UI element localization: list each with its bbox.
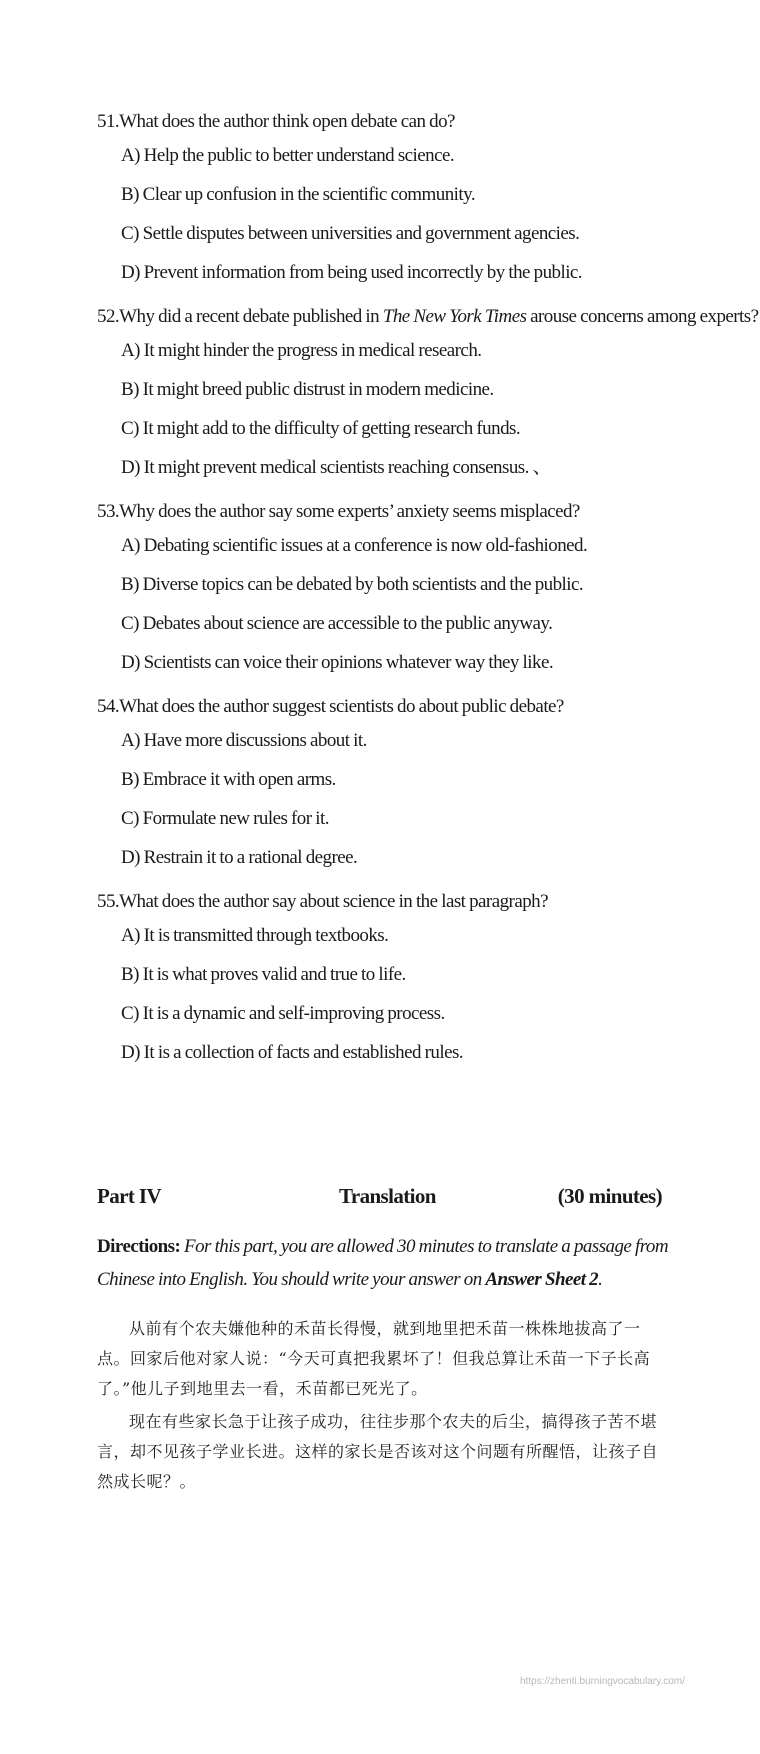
question-55 xyxy=(97,888,697,1072)
question-51 xyxy=(97,108,697,292)
question-text: What does the author think open debate can do? xyxy=(119,111,455,132)
option-list xyxy=(97,916,697,1072)
question-text: What does the author say about science in the last paragraph? xyxy=(119,891,548,912)
option-d: D) Restrain it to a rational degree. xyxy=(121,847,358,868)
question-number: 51. xyxy=(97,111,120,132)
option-d: D) Prevent information from being used incorrectly by the public. xyxy=(121,262,583,283)
question-stem xyxy=(97,693,697,721)
option-d: D) It is a collection of facts and established rules. xyxy=(121,1042,464,1063)
option-c: C) Formulate new rules for it. xyxy=(121,808,329,829)
option-a: A) Debating scientific issues at a conference is now old-fashioned. xyxy=(121,535,588,556)
passage-paragraph-2: 现在有些家长急于让孩子成功，往往步那个农夫的后尘，搞得孩子苦不堪言，却不见孩子学业长进。这样的家长是否该对这个问题有所醒悟，让孩子自然成长呢？。 xyxy=(97,1412,659,1491)
option-a: A) It is transmitted through textbooks. xyxy=(121,925,389,946)
option-d: D) Scientists can voice their opinions whatever way they like. xyxy=(121,652,554,673)
directions-body: For this part, you are allowed 30 minutes to translate a passage from Chinese into English. You should write your answer on xyxy=(97,1236,669,1290)
question-52 xyxy=(97,303,759,487)
directions-end: . xyxy=(598,1269,603,1290)
option-b: B) It is what proves valid and true to life. xyxy=(121,964,406,985)
option-list xyxy=(97,526,697,682)
option-list xyxy=(97,721,697,877)
question-54 xyxy=(97,693,697,877)
option-c: C) It might add to the difficulty of getting research funds. xyxy=(121,418,521,439)
option-b: B) Clear up confusion in the scientific community. xyxy=(121,184,476,205)
question-number: 55. xyxy=(97,891,120,912)
answer-sheet-ref: Answer Sheet 2 xyxy=(485,1269,599,1290)
question-number: 54. xyxy=(97,696,120,717)
option-b: B) It might breed public distrust in modern medicine. xyxy=(121,379,494,400)
question-number: 53. xyxy=(97,501,120,522)
option-b: B) Diverse topics can be debated by both scientists and the public. xyxy=(121,574,584,595)
option-a: A) Help the public to better understand science. xyxy=(121,145,455,166)
question-number: 52. xyxy=(97,306,120,327)
option-list xyxy=(97,136,697,292)
directions-label: Directions: xyxy=(97,1236,181,1257)
part-title: Translation xyxy=(339,1184,436,1208)
question-list xyxy=(97,108,759,1083)
passage-paragraph-1: 从前有个农夫嫌他种的禾苗长得慢，就到地里把禾苗一株株地拔高了一点。回家后他对家人说：“今天可真把我累坏了！但我总算让禾苗一下子长高了。”他儿子到地里去一看，禾苗都已死光了。 xyxy=(97,1319,651,1398)
directions xyxy=(97,1230,687,1296)
part-header xyxy=(97,1184,662,1214)
option-a: A) It might hinder the progress in medical research. xyxy=(121,340,482,361)
option-list xyxy=(97,331,697,487)
question-text: What does the author suggest scientists do about public debate? xyxy=(119,696,564,717)
option-d: D) It might prevent medical scientists reaching consensus. 、 xyxy=(121,457,551,478)
source-watermark: https://zhenti.burningvocabulary.com/ xyxy=(520,1676,685,1687)
part-time: (30 minutes) xyxy=(557,1184,662,1208)
option-c: C) It is a dynamic and self-improving process. xyxy=(121,1003,445,1024)
question-text: Why does the author say some experts’ anxiety seems misplaced? xyxy=(119,501,580,522)
question-stem xyxy=(97,108,697,136)
option-b: B) Embrace it with open arms. xyxy=(121,769,336,790)
question-stem xyxy=(97,498,697,526)
question-text-end: arouse concerns among experts? xyxy=(526,306,759,327)
question-stem xyxy=(97,888,697,916)
question-text: Why did a recent debate published in xyxy=(119,306,383,327)
question-53 xyxy=(97,498,697,682)
translation-passage xyxy=(97,1314,665,1497)
option-c: C) Debates about science are accessible to the public anyway. xyxy=(121,613,553,634)
question-stem xyxy=(97,303,759,331)
option-c: C) Settle disputes between universities and government agencies. xyxy=(121,223,580,244)
newspaper-title: The New York Times xyxy=(382,306,527,327)
option-a: A) Have more discussions about it. xyxy=(121,730,367,751)
part-label: Part IV xyxy=(97,1184,162,1208)
